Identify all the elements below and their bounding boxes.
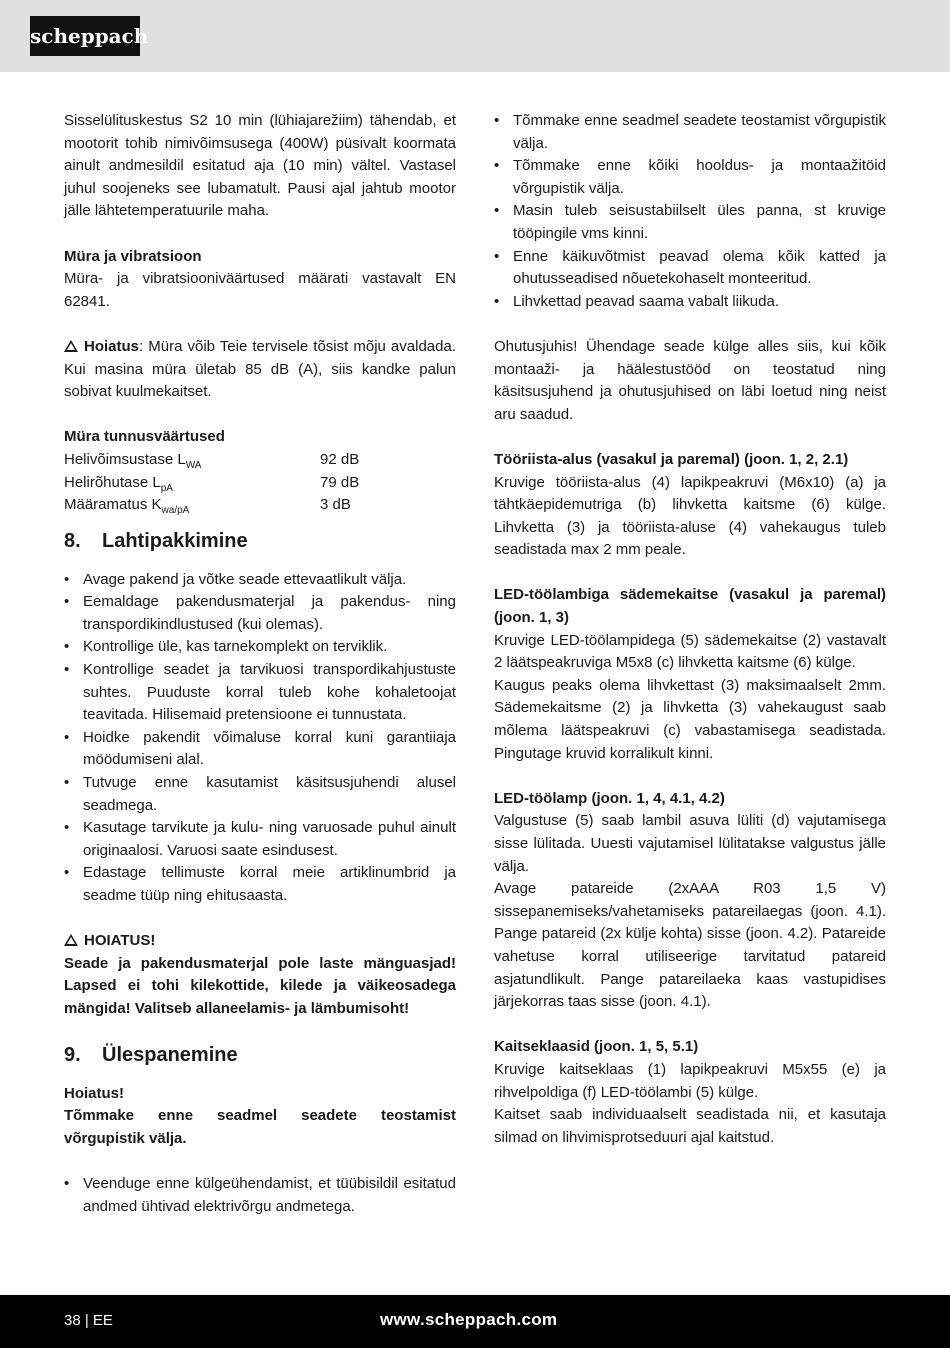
noise-text: Müra- ja vibratsiooniväärtused määrati vastavalt EN 62841. [64, 270, 456, 310]
section-9-title: 9. Ülespanemine [64, 1043, 238, 1066]
list-item: • Tutvuge enne kasutamist käsitsusjuhendi alusel seadmega. [64, 772, 456, 817]
safety-glass-heading: Kaitseklaasid (joon. 1, 5, 5.1) [494, 1038, 699, 1056]
values-heading: Müra tunnusväärtused [64, 428, 225, 446]
safety-glass-text: Kruvige kaitseklaas (1) lapikpeakruvi M5x55 (e) ja rihvelpoldiga (f) LED-töölambi (5) külge. [494, 1060, 886, 1101]
safety-note: Ohutusjuhis! Ühendage seade külge alles siis, kui kõik montaaži- ja häälestustööd on teostatud ning käsitsusjuhend ja ohutusjuhised on läbi loetud ning neist aru saadud. [494, 337, 886, 423]
warning2-label: HOIATUS! [64, 930, 456, 953]
list-item: • Kontrollige üle, kas tarnekomplekt on terviklik. [64, 636, 456, 659]
list-item: • Lihvkettad peavad saama vabalt liikuda. [494, 291, 886, 314]
setup-list-continued [494, 110, 886, 313]
tool-rest-text: Kruvige tööriista-alus (4) lapikpeakruvi (M6x10) (a) ja tähtkäepidemutriga (b) lihvketta kaitsme (6) külge. Lihvketta (3) ja tööriista-aluse (4) vahekaugus tuleb seadistada max 2 mm peale. [494, 473, 886, 559]
warning-label: Hoiatus [84, 337, 140, 355]
section-8-title: 8. Lahtipakkimine [64, 529, 248, 552]
list-item: • Eemaldage pakendusmaterjal ja pakendus- ning transpordikindlustused (kui olemas). [64, 591, 456, 636]
noise-heading: Müra ja vibratsioon [64, 247, 202, 265]
page-header [0, 0, 950, 72]
website-url: www.scheppach.com [380, 1310, 558, 1329]
warning2-text: Seade ja pakendusmaterjal pole laste mänguasjad! Lapsed ei tohi kilekottide, kilede ja väikeosadega mängida! Valitseb allaneelamis- ja lämbumisoht! [64, 954, 456, 1017]
section9-warning: Hoiatus! [64, 1084, 124, 1102]
led-lamp-text-2: Avage patareide (2xAAA R03 1,5 V) sissepanemiseks/vahetamiseks patareilaegas (joon. 4.1). Pange patareid (2x külje kohta) sisse (joon. 4.2). Patareide vahetuse korral utiliseerige tarvitatud patareid asjatundlikult. Pange patareilaeka kaas vastupidises järjekorras taas sisse (joon. 4.1). [494, 880, 886, 1011]
tool-rest-heading: Tööriista-alus (vasakul ja paremal) (joon. 1, 2, 2.1) [494, 450, 849, 468]
list-item: • Kontrollige seadet ja tarvikuosi transpordikahjustuste suhtes. Puuduste korral tuleb kohe kohaletoojat teavitada. Hilisemaid pretensioone ei tunnustata. [64, 659, 456, 727]
scheppach-logo: scheppach [30, 16, 140, 56]
warning-text: : Müra võib Teie tervisele tõsist mõju avaldada. Kui masina müra ületab 85 dB (A), siis kandke palun sobivat kuulmekaitset. [64, 337, 456, 401]
spark-guard-text-2: Kaugus peaks olema lihvkettast (3) maksimaalselt 2mm. Sädemekaitsme (2) ja lihvketta (3) vahekaugust saab mõlema läätspeakruvi (c) vabastamisega seadistada. Pingutage kruvid korralikult kinni. [494, 676, 886, 762]
value-number: 3 dB [320, 496, 351, 514]
table-row [64, 449, 359, 472]
table-row [64, 494, 359, 517]
noise-warning [64, 336, 456, 404]
safety-glass-text-2: Kaitset saab individuaalselt seadistada nii, et kasutaja silmad on lihvimisprotseduuri ajal kaitstud. [494, 1106, 886, 1146]
list-item: • Veenduge enne külgeühendamist, et tüübisildil esitatud andmed ühtivad elektrivõrgu andmetega. [64, 1173, 456, 1218]
list-item: • Tõmmake enne seadmel seadete teostamist võrgupistik välja. [494, 110, 886, 155]
warning-triangle-icon [64, 934, 78, 946]
list-item: • Kasutage tarvikute ja kulu- ning varuosade puhul ainult originaalosi. Varuosi saate esindusest. [64, 817, 456, 862]
table-row [64, 472, 359, 495]
setup-list [64, 1173, 456, 1218]
section9-warning-text: Tõmmake enne seadmel seadete teostamist võrgupistik välja. [64, 1107, 456, 1147]
led-lamp-text: Valgustuse (5) saab lambil asuva lüliti (d) vajutamisega sisse lülitada. Uuesti vajutamisel lülitatakse valgustus jälle välja. [494, 812, 886, 875]
language-code: EE [92, 1312, 113, 1329]
value-label: Helirõhutase $L_{pA}$ [64, 473, 173, 494]
value-label: Helivõimsustase $L_{WA}$ [64, 450, 202, 471]
list-item: • Masin tuleb seisustabiilselt üles panna, st kruvige tööpingile vms kinni. [494, 200, 886, 245]
noise-values-table [64, 449, 359, 517]
duty-cycle-text: Sisselülituskestus S2 10 min (lühiajarežiim) tähendab, et mootorit tohib nimivõimsusega (400W) püsivalt koormata ainult andmesildil esitatud aja (10 min) vältel. Vastasel juhul soojeneks see lubamatult. Pausi ajal jahtub mootor jälle lähtetemperatuurile maha. [64, 112, 456, 220]
value-number: 79 dB [320, 473, 360, 491]
led-lamp-heading: LED-töölamp (joon. 1, 4, 4.1, 4.2) [494, 789, 725, 807]
unpacking-list [64, 569, 456, 908]
list-item: • Hoidke pakendit võimaluse korral kuni garantiiaja möödumiseni alal. [64, 727, 456, 772]
value-number: 92 dB [320, 450, 360, 468]
spark-guard-heading: LED-töölambiga sädemekaitse (vasakul ja paremal) (joon. 1, 3) [494, 586, 886, 627]
warning-triangle-icon [64, 340, 78, 352]
list-item: • Tõmmake enne kõiki hooldus- ja montaažitöid võrgupistik välja. [494, 155, 886, 200]
left-column [64, 110, 456, 1218]
right-column [494, 110, 886, 1149]
page-footer [0, 1295, 950, 1348]
list-item: • Avage pakend ja võtke seade ettevaatlikult välja. [64, 569, 456, 592]
value-label: Määramatus $K_{wa/pA}$ [64, 496, 190, 517]
list-item: • Edastage tellimuste korral meie artiklinumbrid ja seadme tüüp ning ehitusaasta. [64, 862, 456, 907]
list-item: • Enne käikuvõtmist peavad olema kõik katted ja ohutusseadised nõuetekohaselt monteeritud. [494, 246, 886, 291]
page-number: 38 | EE [64, 1312, 113, 1329]
spark-guard-text: Kruvige LED-töölampidega (5) sädemekaitse (2) vastavalt 2 läätspeakruviga M5x8 (c) lihvketta kaitsme (6) külge. [494, 631, 886, 672]
